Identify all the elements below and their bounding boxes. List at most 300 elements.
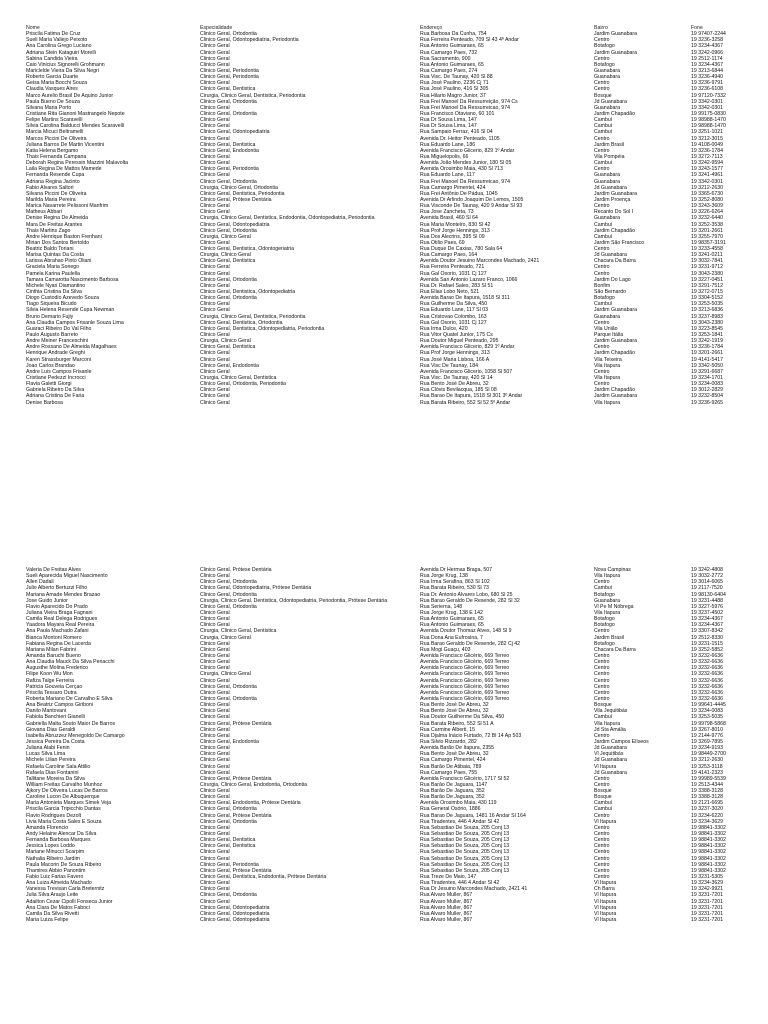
especialidade-cell: Clinico Geral [200, 640, 230, 647]
bairro-cell: Jardim Guanabara [594, 49, 637, 56]
endereco-cell: Rua Vitor Quatel Junior, 175 Cs [420, 332, 493, 339]
fone-cell: 19 97120-7332 [691, 92, 726, 99]
endereco-cell: Rua Sebastiao De Souza, 205 Conj 13 [420, 855, 510, 862]
bairro-cell: Vila Itapura [594, 375, 621, 382]
bairro-cell: Centro [594, 824, 610, 831]
nome-cell: Julio Alberto Bertuzzi Filho [26, 585, 88, 592]
nome-cell: Amanda Baruchi Bueno [26, 652, 81, 659]
especialidade-cell: Clinico Geral [200, 652, 230, 659]
fone-cell: 19 3232-6636 [691, 652, 724, 659]
especialidade-cell: Clinico Geral [200, 264, 230, 271]
nome-cell: Marilda Maria Pereira [26, 196, 76, 203]
fone-cell: 19 3291-7512 [691, 282, 724, 289]
fone-cell: 19 3231-1515 [691, 640, 724, 647]
especialidade-cell: Cirurgia, Clinico Geral, Dentistica [200, 628, 277, 635]
endereco-cell: Rua Miguelopolis, 66 [420, 153, 469, 160]
especialidade-cell: Clinico Geral, Odontopediatria, Prótese Dentária [200, 585, 312, 592]
fone-cell: 19 3255-7970 [691, 233, 724, 240]
endereco-cell: Rua Barbosa Da Cunha, 754 [420, 31, 487, 38]
endereco-cell: Rua Otilio Paes, 69 [420, 239, 465, 246]
endereco-cell: Rua Sampaio Ferraz, 416 Sl 04 [420, 129, 493, 136]
bairro-cell: Botafogo [594, 616, 615, 623]
fone-cell: 19 3234-4367 [691, 616, 724, 623]
bairro-cell: Vila Itapura [594, 399, 621, 406]
especialidade-cell: Clinico Geral [200, 880, 230, 887]
especialidade-cell: Clinico Geral, Ortodontia [200, 892, 257, 899]
especialidade-cell: Clinico Geral [200, 702, 230, 709]
especialidade-cell: Cirurgia, Clinico Geral, Endodontia, Ortodontia [200, 781, 307, 788]
endereco-cell: Rua Bento José De Abreu, 32 [420, 708, 489, 715]
especialidade-cell: Clinico Geral [200, 788, 230, 795]
endereco-cell: Rua Barão De Jaguara, 352 [420, 794, 485, 801]
nome-cell: William Freitas Carvalho Munhoz [26, 781, 103, 788]
bairro-cell: Centro [594, 264, 610, 271]
bairro-cell: Cambui [594, 221, 612, 228]
endereco-cell: Rua Eduardo Lane, 186 [420, 141, 476, 148]
fone-cell: 19 3014-6065 [691, 579, 724, 586]
endereco-cell: Rua Cristovao Colombo, 163 [420, 313, 487, 320]
bairro-cell: Centro [594, 86, 610, 93]
bairro-cell: Jardim Chapadão [594, 110, 635, 117]
bairro-cell: Jardim Chapadão [594, 350, 635, 357]
bairro-cell: Vila Itapura [594, 720, 621, 727]
especialidade-cell: Clinico Geral, Dentistica, Odontogeriatria [200, 246, 294, 253]
bairro-cell: Guanabara [594, 172, 620, 179]
especialidade-cell: Clinico Geral [200, 708, 230, 715]
especialidade-cell: Clinico Geral [200, 726, 230, 733]
especialidade-cell: Clinico Geral, Dentistica, Ortodontia [200, 319, 283, 326]
bairro-cell: Centro [594, 203, 610, 210]
fone-cell: 19 3252-5852 [691, 646, 724, 653]
bairro-cell: Vl Itapura [594, 763, 617, 770]
fone-cell: 19 3232-6636 [691, 665, 724, 672]
especialidade-cell: Clinico Geral [200, 622, 230, 629]
especialidade-cell: Clinico Geral [200, 301, 230, 308]
fone-cell: 19 3226-6264 [691, 209, 724, 216]
fone-cell: 19 3234-0083 [691, 708, 724, 715]
endereco-cell: Rua Barata Ribeiro, 552 Sl 52 5º Andar [420, 399, 511, 406]
nome-cell: Marcos Piccini De Oliveira [26, 135, 87, 142]
especialidade-cell: Clinico Geral, Dentistica, Endodontia, Prótese Dentária [200, 874, 327, 881]
fone-cell: 19 3304-5152 [691, 295, 724, 302]
bairro-cell: Jd Guanabara [594, 745, 627, 752]
endereco-cell: Rua Jorge Krug, 138 E 142 [420, 609, 483, 616]
nome-cell: Fernanda Barbosa Marques [26, 837, 91, 844]
nome-cell: Lucas Silva Lima [26, 751, 66, 758]
fone-cell: 19 3234-3629 [691, 880, 724, 887]
endereco-cell: Avenida Francisco Glicerio, 829 1º Andar [420, 147, 515, 154]
fone-cell: 19 3252-3538 [691, 221, 724, 228]
bairro-cell: Jardim Brasil [594, 141, 624, 148]
fone-cell: 19 3241-4961 [691, 172, 724, 179]
nome-cell: Gabriella Malta Souto Maior De Barros [26, 720, 116, 727]
fone-cell: 19 98841-3302 [691, 855, 726, 862]
fone-cell: 19 3231-7201 [691, 898, 724, 905]
bairro-cell: Guanabara [594, 178, 620, 185]
fone-cell: 19 3242-9921 [691, 886, 724, 893]
fone-cell: 19 98449-2700 [691, 751, 726, 758]
nome-cell: Juliana Alabi Fenin [26, 745, 70, 752]
bairro-cell: Chacara Da Barra [594, 258, 636, 265]
fone-cell: 19 3234-3629 [691, 818, 724, 825]
bairro-cell: Centro [594, 812, 610, 819]
especialidade-cell: Cirurgia, Clinico Geral, Dentistica, Periodontia [200, 313, 306, 320]
fone-cell: 19 98988-1470 [691, 123, 726, 130]
bairro-cell: Centro [594, 368, 610, 375]
especialidade-cell: Clinico Geral [200, 49, 230, 56]
page-1-table [0, 25, 768, 406]
especialidade-cell: Cirurgia, Clinico Geral [200, 634, 251, 641]
fone-cell: 19 98841-3302 [691, 837, 726, 844]
endereco-cell: Rua Frei Manoel Da Ressurreicao, 974 [420, 104, 510, 111]
especialidade-cell: Clinico Geral, Odontopediatria [200, 910, 270, 917]
especialidade-cell: Clinico Geral [200, 757, 230, 764]
endereco-cell: Avenida Orosimbo Maia, 430 119 [420, 800, 497, 807]
nome-cell: Graciela Maria Sonego [26, 264, 80, 271]
bairro-cell: Vl Itapura [594, 917, 617, 924]
fone-cell: 19 3223-8545 [691, 325, 724, 332]
nome-cell: Thais Martins Zago [26, 227, 71, 234]
fone-cell: 19 3201-2661 [691, 227, 724, 234]
especialidade-cell: Clinico Geral, Ortodontia [200, 295, 257, 302]
especialidade-cell: Clinico Geral [200, 368, 230, 375]
fone-cell: 19 3243-3609 [691, 203, 724, 210]
nome-cell: Andre Meiner Franceschini [26, 338, 88, 345]
bairro-cell: Jd Guanabara [594, 98, 627, 105]
nome-cell: Tallitane Moreira Da Silva [26, 775, 85, 782]
endereco-cell: Rua Alvaro Muller, 867 [420, 917, 473, 924]
bairro-cell: Guanabara [594, 104, 620, 111]
endereco-cell: Rua Duque De Caxias, 780 Sala 64 [420, 246, 503, 253]
fone-cell: 19 3012-2829 [691, 387, 724, 394]
bairro-cell: Vila Itapura [594, 609, 621, 616]
especialidade-cell: Clinico Geral, Ortodontia [200, 98, 257, 105]
page-2-table [0, 567, 768, 923]
nome-cell: Paula Bueno De Souza [26, 98, 80, 105]
endereco-cell: Rua Camargo Paes, 755 [420, 769, 478, 776]
fone-cell: 19 3253-5035 [691, 301, 724, 308]
endereco-cell: Rua José Paulino, 2236 Cj 71 [420, 80, 489, 87]
bairro-cell: Bosque [594, 794, 612, 801]
especialidade-cell: Cirurgia, Clinico Geral, Dentistica, Periodontia [200, 92, 306, 99]
bairro-cell: Vl Itapura [594, 898, 617, 905]
fone-cell: 19 3253-5035 [691, 714, 724, 721]
fone-cell: 19 3043-2380 [691, 270, 724, 277]
especialidade-cell: Clinico Geral, Endodontia [200, 362, 259, 369]
nome-cell: Patricia Gouveia Cerçao [26, 683, 83, 690]
bairro-cell: Jd Guanabara [594, 184, 627, 191]
nome-cell: Larissa Abrahao Pinto Oliani [26, 258, 92, 265]
fone-cell: 19 3236-1784 [691, 344, 724, 351]
especialidade-cell: Clinico Geral [200, 356, 230, 363]
page-1-rows [0, 31, 768, 406]
fone-cell: 19 3032-2772 [691, 573, 724, 580]
nome-cell: Fernanda Resende Cupa [26, 172, 85, 179]
bairro-cell: Bonfim [594, 282, 611, 289]
endereco-cell: Rua Jorge Krug, 138 [420, 573, 468, 580]
especialidade-cell: Clinico Geral, Ortodontia [200, 695, 257, 702]
fone-cell: 19 97407-2244 [691, 31, 726, 38]
bairro-cell: Centro [594, 579, 610, 586]
bairro-cell: Centro [594, 166, 610, 173]
especialidade-cell: Clinico Geral, Prótese Dentária [200, 812, 272, 819]
especialidade-cell: Clinico Geral, Periodontia [200, 861, 259, 868]
especialidade-cell: Clinico Geral, Prótese Dentária [200, 720, 272, 727]
endereco-cell: Rua Gal Osorio, 1031 Cj 127 [420, 319, 487, 326]
column-header-nome: Nome [26, 25, 40, 31]
fone-cell: 19 98357-3191 [691, 239, 726, 246]
nome-cell: Andy Helaine Alencar Da Silva [26, 831, 97, 838]
endereco-cell: Avenida Francisco Glicério, 669 Terreo [420, 683, 510, 690]
bairro-cell: Centro [594, 665, 610, 672]
nome-cell: Diogo Custodio Azevedo Souza [26, 295, 99, 302]
endereco-cell: Avenida Francisco Glicério, 669 Terreo [420, 689, 510, 696]
especialidade-cell: Clinico Geral, Odontopediatria [200, 904, 270, 911]
fone-cell: 19 4141-2323 [691, 769, 724, 776]
bairro-cell: Centro [594, 659, 610, 666]
nome-cell: Ana Carolina Grego Luciano [26, 43, 92, 50]
especialidade-cell: Clinico Geral [200, 80, 230, 87]
bairro-cell: Botafogo [594, 295, 615, 302]
endereco-cell: Rua Barao De Jaguara, 1481 16 Andar Sl 164 [420, 812, 526, 819]
fone-cell: 19 3251-1021 [691, 129, 724, 136]
especialidade-cell: Clinico Geral [200, 123, 230, 130]
nome-cell: Tiago Siqueira Bicudo [26, 301, 77, 308]
bairro-cell: Cambuí [594, 714, 613, 721]
bairro-cell: Centro [594, 381, 610, 388]
bairro-cell: Jd Guanabara [594, 769, 627, 776]
bairro-cell: Guanabara [594, 74, 620, 81]
especialidade-cell: Clinico Geral, Endodontia, Prótese Dentária [200, 800, 301, 807]
endereco-cell: Rua Sacramento, 900 [420, 55, 471, 62]
fone-cell: 19 3342-0301 [691, 98, 724, 105]
endereco-cell: Rua Irma Dulce, 420 [420, 325, 468, 332]
endereco-cell: Rua Camargo Pimentel, 424 [420, 184, 486, 191]
fone-cell: 19 3388-3128 [691, 794, 724, 801]
endereco-cell: Rua Sebastiao De Souza, 205 Conj 13 [420, 849, 510, 856]
especialidade-cell: Clinico Geral, Periodontia [200, 67, 259, 74]
endereco-cell: Avenida Dr Hermas Braga, 507 [420, 567, 492, 573]
bairro-cell: Centro [594, 849, 610, 856]
especialidade-cell: Clinico Geral, Dentistica [200, 344, 256, 351]
nome-cell: Denise Barbosa [26, 399, 63, 406]
bairro-cell: Parque Itália [594, 332, 624, 339]
nome-cell: Mariana Milan Fabrini [26, 646, 76, 653]
endereco-cell: Avenida Francisco Glicério, 669 Terreo [420, 659, 510, 666]
fone-cell: 19 3213-6836 [691, 307, 724, 314]
fone-cell: 19 3231-7201 [691, 904, 724, 911]
especialidade-cell: Clinico Geral, Dentistica, Odontopediatria [200, 289, 296, 296]
nome-cell: Fabiola Banchieri Gianelli [26, 714, 85, 721]
nome-cell: Bruno Demario Fujiy [26, 313, 74, 320]
fone-cell: 19 3269-7895 [691, 738, 724, 745]
endereco-cell: Rua Jose Zancheta, 73 [420, 209, 474, 216]
bairro-cell: Bosque [594, 702, 612, 709]
especialidade-cell: Clinico Geral [200, 732, 230, 739]
bairro-cell: Cambuí [594, 233, 613, 240]
especialidade-cell: Clinico Geral [200, 104, 230, 111]
endereco-cell: Rua Frei Manoel Da Ressurreicao, 974 [420, 178, 510, 185]
bairro-cell: Jd Guanabara [594, 252, 627, 259]
nome-cell: Sueli Aparecida Miguel Nascimento [26, 573, 108, 580]
bairro-cell: Bosque [594, 92, 612, 99]
fone-cell: 19 3032-7841 [691, 258, 724, 265]
nome-cell: Giovana Dias Geraldi [26, 726, 76, 733]
nome-cell: Ana Claudia Mauck Da Silva Penacchi [26, 659, 115, 666]
endereco-cell: Rua Camargo Paes, 732 [420, 49, 478, 56]
endereco-cell: Avenida San Antonio Lazaro Franco, 1066 [420, 276, 518, 283]
endereco-cell: Rua Camargo Paes, 274 [420, 67, 478, 74]
fone-cell: 19 3232-6636 [691, 695, 724, 702]
endereco-cell: Rua Bento José De Abreu, 32 [420, 751, 489, 758]
especialidade-cell: Cirurgia, Clinico Geral [200, 252, 251, 259]
especialidade-cell: Cirurgia, Clinico Geral [200, 233, 251, 240]
nome-cell: Ana Claudia Campos Frisanle Souza Lima [26, 319, 124, 326]
endereco-cell: Rua Barao Geraldo De Resende, 282 Cj 42 [420, 640, 521, 647]
fone-cell: 19 3212-3015 [691, 135, 724, 142]
fone-cell: 19 2117-7520 [691, 585, 723, 592]
fone-cell: 19 3234-4367 [691, 43, 724, 50]
nome-cell: Adriana Cristina De Faria [26, 393, 85, 400]
nome-cell: Nathalia Ribeiro Jardim [26, 855, 80, 862]
especialidade-cell: Clinico Geral [200, 886, 230, 893]
bairro-cell: Centro [594, 689, 610, 696]
especialidade-cell: Clinico Geral [200, 282, 230, 289]
endereco-cell: Rua Antonio Guimaraes, 65 [420, 622, 484, 629]
fone-cell: 19 3307-8342 [691, 628, 724, 635]
endereco-cell: Rua Dr. Antonio Alvares Lobo, 680 Sl 25 [420, 591, 513, 598]
nome-cell: Mirian Dos Santos Bertoldo [26, 239, 90, 246]
endereco-cell: Avenida Francisco Glicério, 669 Terreo [420, 671, 510, 678]
bairro-cell: Centro [594, 319, 610, 326]
nome-cell: Marica Navarrete Pelissoni Manfrim [26, 203, 109, 210]
endereco-cell: Avenida Francisco Glicerio, 1058 Sl 507 [420, 368, 513, 375]
especialidade-cell: Clinico Geral [200, 898, 230, 905]
nome-cell: Yaadora Mayara Real Pereira [26, 622, 95, 629]
nome-cell: Thais Fernanda Campana [26, 153, 87, 160]
nome-cell: Silvana Piccini De Oliveira [26, 190, 87, 197]
nome-cell: Tamara Camarotta Nascimento Barbosa [26, 276, 119, 283]
bairro-cell: Chacara Da Barra [594, 646, 636, 653]
bairro-cell: Vila Itapura [594, 362, 621, 369]
bairro-cell: Guanabara [594, 313, 620, 320]
nome-cell: Flavia Galetti Giorgi [26, 381, 72, 388]
nome-cell: Augusthe Molina Frederico [26, 665, 88, 672]
nome-cell: Cristiane Rita Gianoni Mastrangelo Nepote [26, 110, 125, 117]
fone-cell: 19 2512-8330 [691, 634, 724, 641]
fone-cell: 19 4108-0049 [691, 141, 724, 148]
bairro-cell: Vl Itapura [594, 818, 617, 825]
fone-cell: 19 2513-4344 [691, 781, 724, 788]
column-header-especialidade: Especialidade [200, 25, 233, 31]
fone-cell: 19 3253-1841 [691, 332, 724, 339]
bairro-cell: Botafogo [594, 640, 615, 647]
bairro-cell: Cambui [594, 585, 612, 592]
fone-cell: 19 3232-6636 [691, 689, 724, 696]
especialidade-cell: Clinico Geral [200, 160, 230, 167]
fone-cell: 19 3236-9791 [691, 80, 724, 87]
bairro-cell: Recanto Do Sol I [594, 209, 634, 216]
endereco-cell: Rua Barata Ribeiro, 530 Sl 73 [420, 585, 489, 592]
fone-cell: 19 3043-2380 [691, 319, 724, 326]
fone-cell: 19 3231-9712 [691, 264, 724, 271]
especialidade-cell: Clinico Geral [200, 399, 230, 406]
nome-cell: Valeria De Freitas Alves [26, 567, 81, 573]
endereco-cell: Rua Bento José De Abreu, 32 [420, 381, 489, 388]
fone-cell: 19 99175-0830 [691, 110, 726, 117]
endereco-cell: Rua José Maria Lisboa, 166 A [420, 356, 490, 363]
bairro-cell: Centro [594, 628, 610, 635]
endereco-cell: Rua Dos Alecrins, 395 Sl 09 [420, 233, 485, 240]
endereco-cell: Rua Dr Sousa Lima, 147 [420, 123, 477, 130]
fone-cell: 19 98841-3302 [691, 831, 726, 838]
nome-cell: Fabiana Regina De Lacerda [26, 640, 91, 647]
nome-cell: Deborah Regina Peressin Mazzini Malavolta [26, 160, 129, 167]
nome-cell: Fabio Alvares Saltori [26, 184, 74, 191]
nome-cell: Bianca Montoni Romero [26, 634, 82, 641]
fone-cell: 19 3252-8080 [691, 196, 724, 203]
especialidade-cell: Clinico Geral, Dentistica [200, 258, 256, 265]
fone-cell: 19 3242-4808 [691, 567, 724, 573]
especialidade-cell: Clinico Geral, Ortodontia [200, 683, 257, 690]
especialidade-cell: Clinico Geral, Periodontia [200, 166, 259, 173]
nome-cell: Andre Henrique Baston Frenhani [26, 233, 102, 240]
bairro-cell: Vl Pe M Nóbrega [594, 603, 634, 610]
nome-cell: Paula Macorin De Souza Ribeiro [26, 861, 102, 868]
especialidade-cell: Clinico Geral, Dentistica [200, 141, 256, 148]
fone-cell: 19 3231-4488 [691, 597, 724, 604]
especialidade-cell: Clinico Geral, Endodontia [200, 147, 259, 154]
fone-cell: 19 3231-7201 [691, 910, 724, 917]
fone-cell: 19 3342-0301 [691, 178, 724, 185]
especialidade-cell: Clinico Geral [200, 43, 230, 50]
endereco-cell: Rua Alvaro Muller, 867 [420, 904, 473, 911]
nome-cell: Mariana Amade Mendes Brazao [26, 591, 101, 598]
especialidade-cell: Clinico Geral [200, 824, 230, 831]
especialidade-cell: Clinico Geral, Prótese Dentária [200, 567, 272, 573]
especialidade-cell: Clinico Geral [200, 646, 230, 653]
nome-cell: Marisa Quintas Da Costa [26, 252, 84, 259]
endereco-cell: Avenida Orosimbo Maia, 430 Sl 713 [420, 166, 503, 173]
nome-cell: Geisa Maria Bocchi Souza [26, 80, 88, 87]
nome-cell: Paulo Augusto Barreto [26, 332, 78, 339]
endereco-cell: Rua Visc. De Taunay, 420 Sl 14 [420, 375, 493, 382]
bairro-cell: Centro [594, 344, 610, 351]
endereco-cell: Rua Barão De Jaguara, 1147 [420, 781, 488, 788]
especialidade-cell: Clinico Geral [200, 393, 230, 400]
nome-cell: Joao Carlos Brandao [26, 362, 75, 369]
nome-cell: Vanessa Trevisan Carla Breternitz [26, 886, 105, 893]
nome-cell: Adriana Regina Jacinto [26, 178, 80, 185]
nome-cell: Andre Luis Campos Frisanle [26, 368, 92, 375]
nome-cell: Gabriela Ribeiro Da Silva [26, 387, 85, 394]
nome-cell: Caroline Lucon De Albuquerque [26, 794, 100, 801]
endereco-cell: Rua Dona Ana Eufrosina, 7 [420, 634, 483, 641]
bairro-cell: Centro [594, 732, 610, 739]
nome-cell: Karen Strassburger Marconi [26, 356, 91, 363]
nome-cell: Amanda Florencio [26, 824, 69, 831]
endereco-cell: Rua Hilario Magro Junior, 37 [420, 92, 486, 99]
nome-cell: Priscila Tessaro Outra [26, 689, 77, 696]
especialidade-cell: Clinico Geral, Ortodontia [200, 579, 257, 586]
bairro-cell: Cambuí [594, 806, 613, 813]
endereco-cell: Avenida Francisco Glicério, 669 Terreo [420, 665, 510, 672]
fone-cell: 19 2144-9776 [691, 732, 724, 739]
fone-cell: 19 3232-6636 [691, 683, 724, 690]
nome-cell: Filipe Koon Wu Mon [26, 671, 73, 678]
endereco-cell: Rua General Osório, 1886 [420, 806, 481, 813]
bairro-cell: Jardim Chapadão [594, 227, 635, 234]
